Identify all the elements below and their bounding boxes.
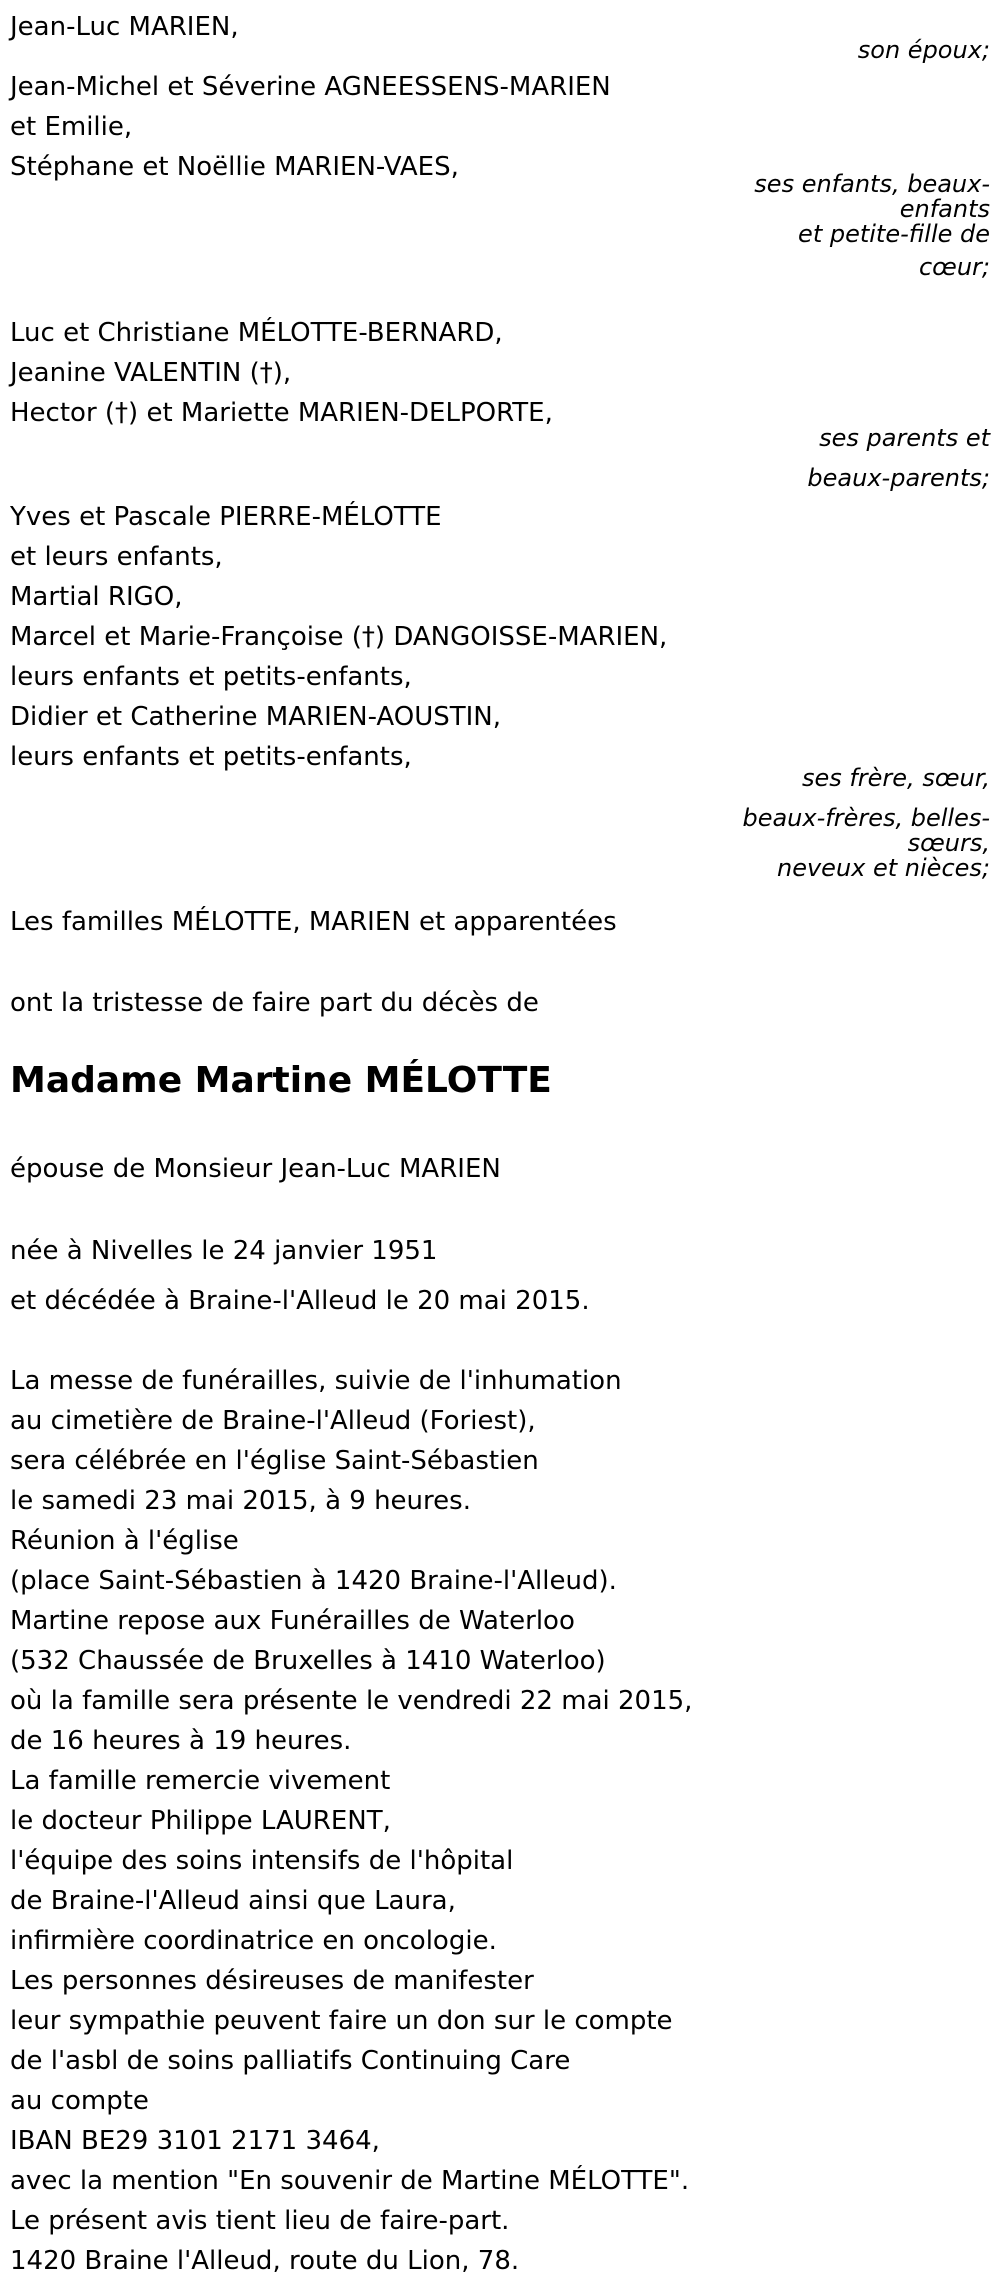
detail-line: et décédée à Braine-l'Alleud le 20 mai 2015. <box>10 1286 590 1316</box>
body-line: Le présent avis tient lieu de faire-part. <box>10 2206 510 2236</box>
family-line: Stéphane et Noëllie MARIEN-VAES, <box>10 152 459 182</box>
relation-line: enfants <box>899 195 990 223</box>
body-line: le samedi 23 mai 2015, à 9 heures. <box>10 1486 471 1516</box>
body-line: où la famille sera présente le vendredi 22 mai 2015, <box>10 1686 693 1716</box>
body-line: 1420 Braine l'Alleud, route du Lion, 78. <box>10 2246 520 2276</box>
body-line: (532 Chaussée de Bruxelles à 1410 Waterloo) <box>10 1646 606 1676</box>
relation-line: neveux et nièces; <box>777 854 990 882</box>
body-line: infirmière coordinatrice en oncologie. <box>10 1926 497 1956</box>
relation-line: ses parents et <box>819 424 990 452</box>
body-line: avec la mention "En souvenir de Martine MÉLOTTE". <box>10 2166 690 2196</box>
body-line: de l'asbl de soins palliatifs Continuing Care <box>10 2046 571 2076</box>
announcement-text: ont la tristesse de faire part du décès de <box>10 988 539 1018</box>
body-line: de Braine-l'Alleud ainsi que Laura, <box>10 1886 456 1916</box>
family-line: Marcel et Marie-Françoise (†) DANGOISSE-MARIEN, <box>10 622 668 652</box>
body-line: Réunion à l'église <box>10 1526 239 1556</box>
deceased-name: Madame Martine MÉLOTTE <box>10 1060 552 1101</box>
relation-line: son époux; <box>857 36 990 64</box>
body-line: au cimetière de Braine-l'Alleud (Foriest), <box>10 1406 536 1436</box>
family-line: Jeanine VALENTIN (†), <box>10 358 292 388</box>
body-line: Les personnes désireuses de manifester <box>10 1966 534 1996</box>
relation-line: ses enfants, beaux- <box>754 170 990 198</box>
detail-line: épouse de Monsieur Jean-Luc MARIEN <box>10 1154 501 1184</box>
relation-line: sœurs, <box>907 829 990 857</box>
body-line: de 16 heures à 19 heures. <box>10 1726 352 1756</box>
relation-line: cœur; <box>918 253 990 281</box>
family-line: Les familles MÉLOTTE, MARIEN et apparentées <box>10 907 617 937</box>
body-line: IBAN BE29 3101 2171 3464, <box>10 2126 380 2156</box>
relation-line: ses frère, sœur, <box>801 764 990 792</box>
relation-siblings <box>700 758 990 881</box>
family-line: Jean-Luc MARIEN, <box>10 12 239 42</box>
family-line: Martial RIGO, <box>10 582 183 612</box>
body-line: (place Saint-Sébastien à 1420 Braine-l'Alleud). <box>10 1566 617 1596</box>
family-line: leurs enfants et petits-enfants, <box>10 742 412 772</box>
family-line: Didier et Catherine MARIEN-AOUSTIN, <box>10 702 502 732</box>
body-line: La messe de funérailles, suivie de l'inhumation <box>10 1366 622 1396</box>
family-line: leurs enfants et petits-enfants, <box>10 662 412 692</box>
body-line: La famille remercie vivement <box>10 1766 391 1796</box>
family-line: Hector (†) et Mariette MARIEN-DELPORTE, <box>10 398 553 428</box>
body-line: leur sympathie peuvent faire un don sur le compte <box>10 2006 673 2036</box>
body-line: Martine repose aux Funérailles de Waterloo <box>10 1606 575 1636</box>
family-line: et leurs enfants, <box>10 542 223 572</box>
body-line: le docteur Philippe LAURENT, <box>10 1806 391 1836</box>
body-line: sera célébrée en l'église Saint-Sébastien <box>10 1446 539 1476</box>
body-line: l'équipe des soins intensifs de l'hôpital <box>10 1846 514 1876</box>
detail-line: née à Nivelles le 24 janvier 1951 <box>10 1236 438 1266</box>
relation-parents <box>700 418 990 498</box>
relation-line: beaux-parents; <box>807 464 990 492</box>
family-line: Luc et Christiane MÉLOTTE-BERNARD, <box>10 318 503 348</box>
family-line: et Emilie, <box>10 112 133 142</box>
relation-line: et petite-fille de <box>798 220 990 248</box>
family-line: Jean-Michel et Séverine AGNEESSENS-MARIEN <box>10 72 611 102</box>
relation-children <box>700 172 990 287</box>
family-line: Yves et Pascale PIERRE-MÉLOTTE <box>10 502 442 532</box>
relation-spouse <box>700 30 990 70</box>
relation-line: beaux-frères, belles- <box>742 804 990 832</box>
body-line: au compte <box>10 2086 149 2116</box>
